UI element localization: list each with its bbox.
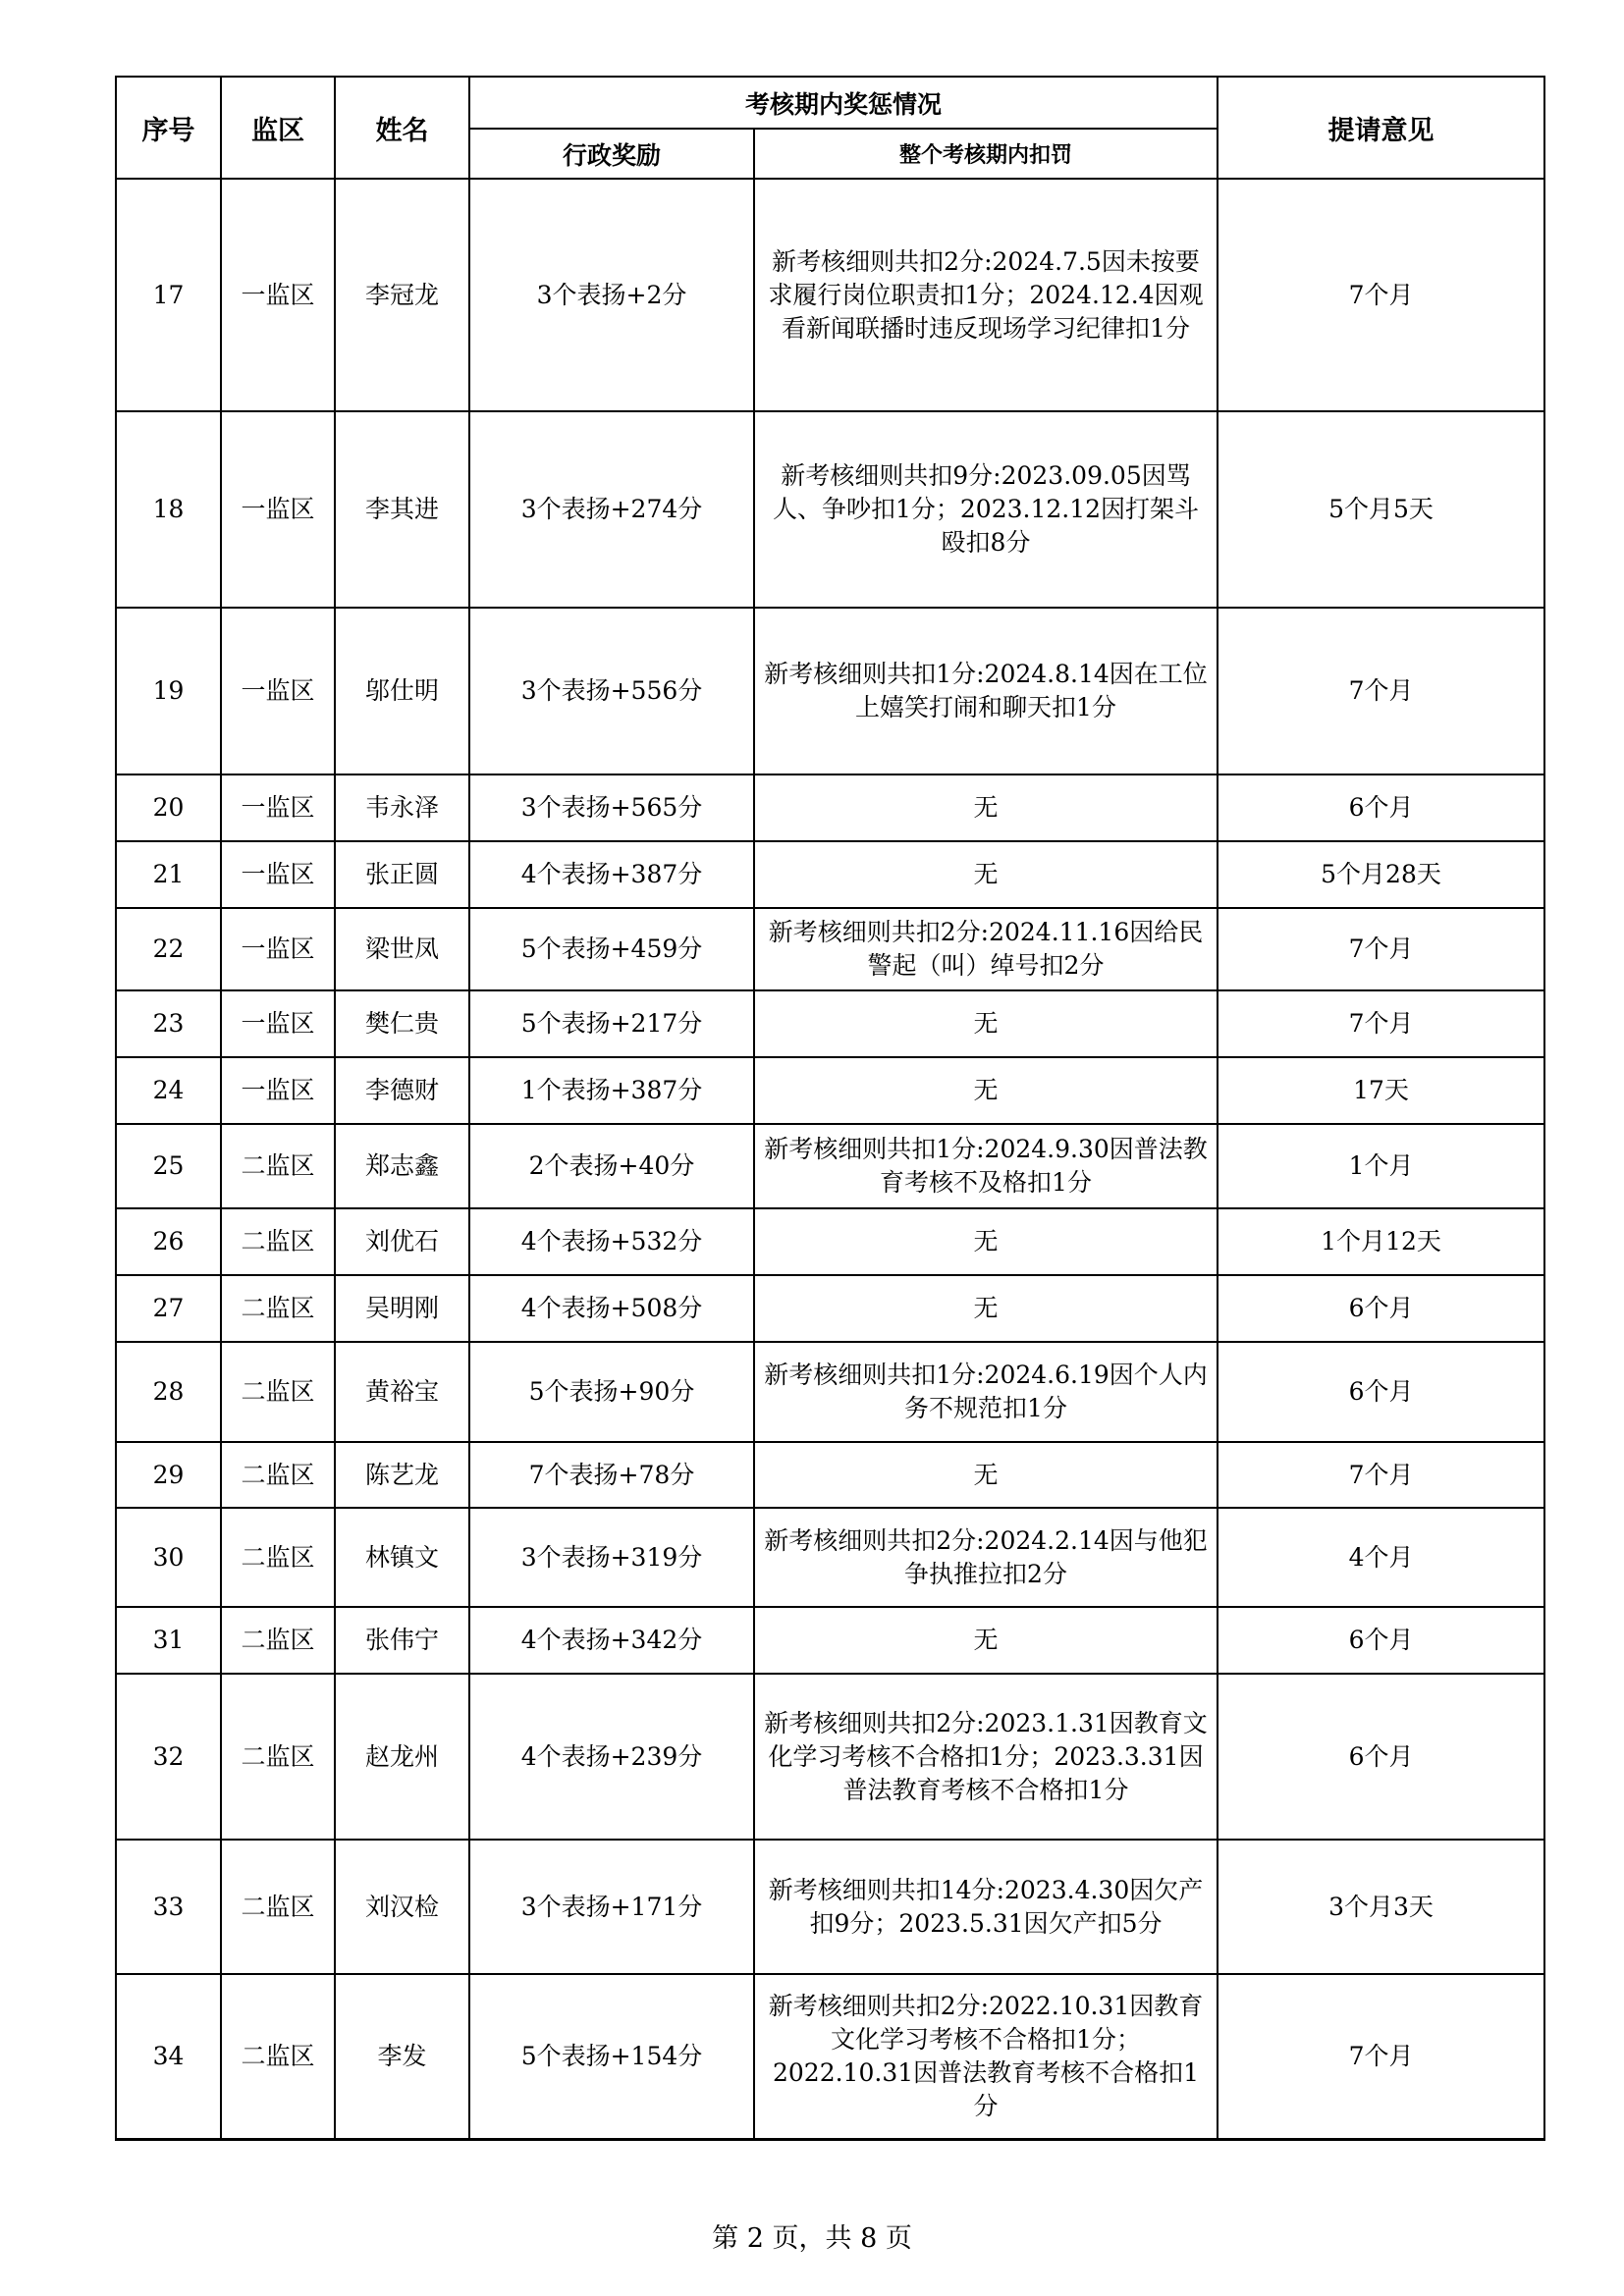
table-row (116, 1057, 1544, 1124)
cell-reward: 4个表扬+532分 (469, 1208, 754, 1275)
header-district: 监区 (221, 77, 335, 179)
cell-seq: 25 (116, 1124, 221, 1208)
cell-reward: 2个表扬+40分 (469, 1124, 754, 1208)
cell-reward: 5个表扬+154分 (469, 1974, 754, 2139)
cell-district: 二监区 (221, 1508, 335, 1607)
cell-penalty: 新考核细则共扣1分:2024.8.14因在工位上嬉笑打闹和聊天扣1分 (754, 608, 1218, 774)
cell-seq: 18 (116, 411, 221, 608)
cell-name: 李德财 (335, 1057, 469, 1124)
table-row (116, 411, 1544, 608)
cell-district: 一监区 (221, 990, 335, 1057)
cell-name: 樊仁贵 (335, 990, 469, 1057)
cell-proposal: 4个月 (1218, 1508, 1544, 1607)
header-penalty: 整个考核期内扣罚 (754, 129, 1218, 179)
cell-reward: 4个表扬+239分 (469, 1674, 754, 1840)
cell-proposal: 3个月3天 (1218, 1840, 1544, 1974)
cell-reward: 5个表扬+217分 (469, 990, 754, 1057)
cell-penalty: 无 (754, 1442, 1218, 1508)
cell-district: 二监区 (221, 1442, 335, 1508)
page-footer: 第 2 页，共 8 页 (712, 2223, 912, 2254)
cell-seq: 32 (116, 1674, 221, 1840)
cell-penalty: 新考核细则共扣14分:2023.4.30因欠产扣9分；2023.5.31因欠产扣5分 (754, 1840, 1218, 1974)
header-reward-penalty-group: 考核期内奖惩情况 (469, 77, 1218, 129)
cell-proposal: 5个月28天 (1218, 841, 1544, 908)
cell-name: 刘优石 (335, 1208, 469, 1275)
cell-name: 梁世凤 (335, 908, 469, 990)
table-row (116, 1974, 1544, 2139)
cell-district: 二监区 (221, 1342, 335, 1442)
cell-district: 一监区 (221, 841, 335, 908)
header-seq: 序号 (116, 77, 221, 179)
table-row (116, 1275, 1544, 1342)
header-reward: 行政奖励 (469, 129, 754, 179)
table-row (116, 608, 1544, 774)
cell-district: 一监区 (221, 179, 335, 411)
cell-seq: 24 (116, 1057, 221, 1124)
cell-name: 李发 (335, 1974, 469, 2139)
table-row (116, 1674, 1544, 1840)
cell-district: 二监区 (221, 1275, 335, 1342)
cell-reward: 3个表扬+556分 (469, 608, 754, 774)
table-row (116, 1607, 1544, 1674)
cell-name: 张伟宁 (335, 1607, 469, 1674)
table-row (116, 1208, 1544, 1275)
cell-reward: 3个表扬+274分 (469, 411, 754, 608)
cell-reward: 7个表扬+78分 (469, 1442, 754, 1508)
cell-seq: 21 (116, 841, 221, 908)
cell-penalty: 新考核细则共扣1分:2024.6.19因个人内务不规范扣1分 (754, 1342, 1218, 1442)
cell-district: 二监区 (221, 1607, 335, 1674)
cell-proposal: 7个月 (1218, 608, 1544, 774)
table-row (116, 1124, 1544, 1208)
header-proposal: 提请意见 (1218, 77, 1544, 179)
cell-penalty: 无 (754, 1208, 1218, 1275)
cell-district: 二监区 (221, 1124, 335, 1208)
cell-name: 邬仕明 (335, 608, 469, 774)
cell-district: 一监区 (221, 774, 335, 841)
cell-penalty: 无 (754, 841, 1218, 908)
cell-reward: 3个表扬+565分 (469, 774, 754, 841)
cell-reward: 3个表扬+2分 (469, 179, 754, 411)
cell-district: 一监区 (221, 908, 335, 990)
cell-proposal: 7个月 (1218, 908, 1544, 990)
cell-penalty: 新考核细则共扣2分:2024.7.5因未按要求履行岗位职责扣1分；2024.12.4因观看新闻联播时违反现场学习纪律扣1分 (754, 179, 1218, 411)
cell-name: 张正圆 (335, 841, 469, 908)
cell-seq: 27 (116, 1275, 221, 1342)
cell-name: 刘汉检 (335, 1840, 469, 1974)
assessment-table (115, 76, 1545, 2141)
cell-seq: 20 (116, 774, 221, 841)
cell-reward: 4个表扬+508分 (469, 1275, 754, 1342)
cell-reward: 4个表扬+342分 (469, 1607, 754, 1674)
cell-penalty: 无 (754, 1607, 1218, 1674)
cell-penalty: 无 (754, 774, 1218, 841)
cell-penalty: 新考核细则共扣2分:2022.10.31因教育文化学习考核不合格扣1分；2022.10.31因普法教育考核不合格扣1分 (754, 1974, 1218, 2139)
cell-seq: 19 (116, 608, 221, 774)
cell-seq: 30 (116, 1508, 221, 1607)
cell-reward: 3个表扬+171分 (469, 1840, 754, 1974)
cell-district: 二监区 (221, 1208, 335, 1275)
table-row (116, 179, 1544, 411)
cell-seq: 29 (116, 1442, 221, 1508)
table-row (116, 990, 1544, 1057)
cell-name: 陈艺龙 (335, 1442, 469, 1508)
cell-district: 一监区 (221, 1057, 335, 1124)
cell-seq: 31 (116, 1607, 221, 1674)
cell-proposal: 6个月 (1218, 1275, 1544, 1342)
cell-proposal: 17天 (1218, 1057, 1544, 1124)
table-row (116, 1840, 1544, 1974)
table-row (116, 908, 1544, 990)
cell-penalty: 无 (754, 1057, 1218, 1124)
cell-reward: 1个表扬+387分 (469, 1057, 754, 1124)
cell-district: 一监区 (221, 608, 335, 774)
table-row (116, 1508, 1544, 1607)
table-row (116, 1342, 1544, 1442)
cell-seq: 28 (116, 1342, 221, 1442)
cell-reward: 3个表扬+319分 (469, 1508, 754, 1607)
cell-seq: 22 (116, 908, 221, 990)
cell-seq: 26 (116, 1208, 221, 1275)
cell-proposal: 6个月 (1218, 1342, 1544, 1442)
cell-reward: 5个表扬+459分 (469, 908, 754, 990)
cell-reward: 4个表扬+387分 (469, 841, 754, 908)
cell-proposal: 7个月 (1218, 1974, 1544, 2139)
cell-penalty: 无 (754, 990, 1218, 1057)
cell-name: 吴明刚 (335, 1275, 469, 1342)
cell-seq: 17 (116, 179, 221, 411)
cell-proposal: 7个月 (1218, 179, 1544, 411)
cell-penalty: 新考核细则共扣2分:2023.1.31因教育文化学习考核不合格扣1分；2023.3.31因普法教育考核不合格扣1分 (754, 1674, 1218, 1840)
cell-name: 赵龙州 (335, 1674, 469, 1840)
cell-seq: 33 (116, 1840, 221, 1974)
table-row (116, 1442, 1544, 1508)
cell-proposal: 5个月5天 (1218, 411, 1544, 608)
cell-proposal: 1个月 (1218, 1124, 1544, 1208)
cell-name: 韦永泽 (335, 774, 469, 841)
cell-name: 黄裕宝 (335, 1342, 469, 1442)
cell-reward: 5个表扬+90分 (469, 1342, 754, 1442)
cell-proposal: 6个月 (1218, 774, 1544, 841)
cell-proposal: 6个月 (1218, 1674, 1544, 1840)
cell-district: 一监区 (221, 411, 335, 608)
cell-proposal: 7个月 (1218, 990, 1544, 1057)
cell-penalty: 新考核细则共扣2分:2024.11.16因给民警起（叫）绰号扣2分 (754, 908, 1218, 990)
cell-penalty: 无 (754, 1275, 1218, 1342)
cell-penalty: 新考核细则共扣9分:2023.09.05因骂人、争吵扣1分；2023.12.12因打架斗殴扣8分 (754, 411, 1218, 608)
cell-proposal: 1个月12天 (1218, 1208, 1544, 1275)
table-body (116, 179, 1544, 2139)
cell-name: 郑志鑫 (335, 1124, 469, 1208)
cell-penalty: 新考核细则共扣2分:2024.2.14因与他犯争执推拉扣2分 (754, 1508, 1218, 1607)
table-row (116, 774, 1544, 841)
table-header (116, 77, 1544, 179)
cell-proposal: 7个月 (1218, 1442, 1544, 1508)
cell-proposal: 6个月 (1218, 1607, 1544, 1674)
cell-district: 二监区 (221, 1974, 335, 2139)
header-name: 姓名 (335, 77, 469, 179)
cell-name: 李冠龙 (335, 179, 469, 411)
cell-name: 李其进 (335, 411, 469, 608)
cell-district: 二监区 (221, 1840, 335, 1974)
cell-seq: 34 (116, 1974, 221, 2139)
cell-district: 二监区 (221, 1674, 335, 1840)
cell-name: 林镇文 (335, 1508, 469, 1607)
cell-penalty: 新考核细则共扣1分:2024.9.30因普法教育考核不及格扣1分 (754, 1124, 1218, 1208)
cell-seq: 23 (116, 990, 221, 1057)
table-row (116, 841, 1544, 908)
